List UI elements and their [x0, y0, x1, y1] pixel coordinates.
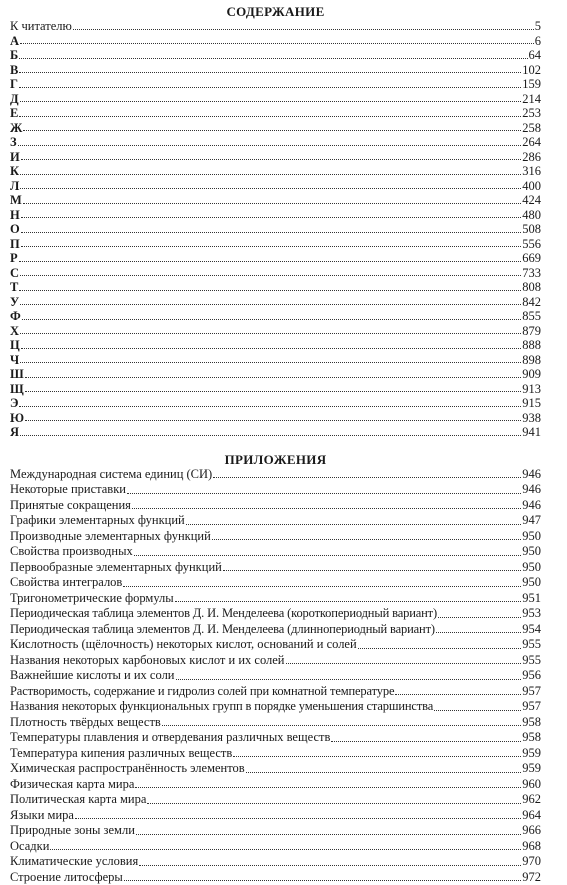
entry-page-number: 258: [522, 121, 541, 136]
dot-leader: [50, 849, 521, 850]
entry-title: К: [10, 164, 19, 179]
contents-entry[interactable]: [10, 121, 541, 136]
contents-entry[interactable]: [10, 179, 541, 194]
entry-title: В: [10, 63, 18, 78]
entry-page-number: 955: [522, 653, 541, 669]
appendix-entry[interactable]: [10, 808, 541, 824]
entry-title: З: [10, 135, 17, 150]
entry-page-number: 959: [522, 761, 541, 777]
entry-title: Г: [10, 77, 18, 92]
entry-page-number: 733: [522, 266, 541, 281]
entry-page-number: 958: [522, 715, 541, 731]
entry-page-number: 947: [522, 513, 541, 529]
entry-title: Б: [10, 48, 18, 63]
entry-page-number: 950: [522, 529, 541, 545]
entry-page-number: 951: [522, 591, 541, 607]
entry-page-number: 253: [522, 106, 541, 121]
appendix-entry[interactable]: [10, 761, 541, 777]
entry-title: Физическая карта мира: [10, 777, 134, 793]
contents-entry[interactable]: [10, 411, 541, 426]
dot-leader: [22, 319, 522, 320]
entry-page-number: 808: [522, 280, 541, 295]
entry-page-number: 946: [522, 467, 541, 483]
dot-leader: [434, 710, 521, 711]
appendix-entry[interactable]: [10, 792, 541, 808]
entry-page-number: 958: [522, 730, 541, 746]
appendix-entry[interactable]: [10, 513, 541, 529]
entry-title: Периодическая таблица элементов Д. И. Менделеева (длиннопериодный вариант): [10, 622, 435, 638]
contents-entry[interactable]: [10, 92, 541, 107]
appendix-entry[interactable]: [10, 746, 541, 762]
dot-leader: [175, 601, 522, 602]
dot-leader: [21, 246, 522, 247]
entry-title: Ч: [10, 353, 19, 368]
contents-entry[interactable]: [10, 295, 541, 310]
entry-page-number: 938: [522, 411, 541, 426]
appendices-heading: ПРИЛОЖЕНИЯ: [10, 453, 541, 467]
entry-page-number: 400: [522, 179, 541, 194]
contents-entry[interactable]: [10, 280, 541, 295]
dot-leader: [20, 333, 521, 334]
dot-leader: [19, 116, 521, 117]
entry-page-number: 102: [522, 63, 541, 78]
dot-leader: [212, 539, 521, 540]
contents-entry[interactable]: [10, 382, 541, 397]
dot-leader: [20, 174, 521, 175]
entry-title: Графики элементарных функций: [10, 513, 185, 529]
entry-page-number: 898: [522, 353, 541, 368]
entry-page-number: 915: [522, 396, 541, 411]
entry-page-number: 962: [522, 792, 541, 808]
entry-title: Свойства производных: [10, 544, 133, 560]
entry-page-number: 957: [522, 684, 541, 700]
dot-leader: [132, 508, 521, 509]
entry-title: Ж: [10, 121, 22, 136]
entry-title: П: [10, 237, 20, 252]
entry-page-number: 556: [522, 237, 541, 252]
entry-page-number: 959: [522, 746, 541, 762]
entry-title: Принятые сокращения: [10, 498, 131, 514]
entry-page-number: 6: [535, 34, 541, 49]
entry-title: Производные элементарных функций: [10, 529, 211, 545]
appendix-entry[interactable]: [10, 653, 541, 669]
dot-leader: [135, 787, 521, 788]
dot-leader: [21, 232, 522, 233]
entry-page-number: 424: [522, 193, 541, 208]
dot-leader: [223, 570, 521, 571]
dot-leader: [127, 493, 521, 494]
dot-leader: [21, 217, 522, 218]
dot-leader: [25, 420, 521, 421]
appendix-entry[interactable]: [10, 684, 541, 700]
appendix-entry[interactable]: [10, 560, 541, 576]
appendix-entry[interactable]: [10, 870, 541, 885]
dot-leader: [358, 648, 522, 649]
contents-entry[interactable]: [10, 164, 541, 179]
entry-title: Химическая распространённость элементов: [10, 761, 245, 777]
dot-leader: [20, 435, 521, 436]
entry-title: А: [10, 34, 19, 49]
entry-page-number: 669: [522, 251, 541, 266]
dot-leader: [20, 275, 521, 276]
entry-page-number: 964: [522, 808, 541, 824]
entry-title: Природные зоны земли: [10, 823, 135, 839]
contents-entry[interactable]: [10, 19, 541, 34]
contents-entry[interactable]: [10, 353, 541, 368]
dot-leader: [213, 477, 521, 478]
contents-entry[interactable]: [10, 309, 541, 324]
entry-page-number: 913: [522, 382, 541, 397]
dot-leader: [20, 304, 521, 305]
entry-page-number: 950: [522, 560, 541, 576]
dot-leader: [25, 377, 522, 378]
entry-page-number: 214: [522, 92, 541, 107]
contents-entry[interactable]: [10, 324, 541, 339]
entry-page-number: 954: [522, 622, 541, 638]
entry-title: Ф: [10, 309, 21, 324]
contents-entry[interactable]: [10, 338, 541, 353]
dot-leader: [186, 524, 522, 525]
entry-title: Э: [10, 396, 18, 411]
contents-entry[interactable]: [10, 222, 541, 237]
contents-entry[interactable]: [10, 396, 541, 411]
dot-leader: [23, 130, 521, 131]
entry-title: Я: [10, 425, 19, 440]
entry-page-number: 159: [522, 77, 541, 92]
contents-entry[interactable]: [10, 135, 541, 150]
entry-title: Л: [10, 179, 19, 194]
dot-leader: [19, 406, 521, 407]
appendix-entry[interactable]: [10, 606, 541, 622]
appendix-entry[interactable]: [10, 777, 541, 793]
entry-title: Периодическая таблица элементов Д. И. Менделеева (короткопериодный вариант): [10, 606, 437, 622]
entry-title: Ц: [10, 338, 20, 353]
contents-entry[interactable]: [10, 425, 541, 440]
appendix-entry[interactable]: [10, 668, 541, 684]
appendix-entry[interactable]: [10, 715, 541, 731]
appendix-entry[interactable]: [10, 622, 541, 638]
entry-title: Х: [10, 324, 19, 339]
entry-page-number: 264: [522, 135, 541, 150]
entry-title: Плотность твёрдых веществ: [10, 715, 161, 731]
appendix-entry[interactable]: [10, 591, 541, 607]
entry-page-number: 64: [529, 48, 542, 63]
dot-leader: [20, 43, 534, 44]
dot-leader: [124, 880, 521, 881]
entry-page-number: 286: [522, 150, 541, 165]
contents-entry[interactable]: [10, 237, 541, 252]
entry-title: Ю: [10, 411, 24, 426]
entry-title: Растворимость, содержание и гидролиз солей при комнатной температуре: [10, 684, 394, 700]
dot-leader: [286, 663, 522, 664]
entry-title: О: [10, 222, 20, 237]
entry-title: Тригонометрические формулы: [10, 591, 174, 607]
dot-leader: [23, 203, 521, 204]
dot-leader: [436, 632, 521, 633]
appendix-entry[interactable]: [10, 467, 541, 483]
appendix-entry[interactable]: [10, 854, 541, 870]
entry-title: Е: [10, 106, 18, 121]
appendix-entry[interactable]: [10, 823, 541, 839]
entry-page-number: 960: [522, 777, 541, 793]
appendix-entry[interactable]: [10, 637, 541, 653]
entry-title: Температуры плавления и отвердевания различных веществ: [10, 730, 330, 746]
entry-page-number: 888: [522, 338, 541, 353]
dot-leader: [19, 72, 521, 73]
dot-leader: [20, 188, 521, 189]
dot-leader: [395, 694, 521, 695]
contents-entry[interactable]: [10, 208, 541, 223]
entry-page-number: 950: [522, 575, 541, 591]
entry-title: Международная система единиц (СИ): [10, 467, 212, 483]
contents-entry[interactable]: [10, 367, 541, 382]
entry-title: Названия некоторых карбоновых кислот и их солей: [10, 653, 285, 669]
entry-title: Д: [10, 92, 19, 107]
entry-title: Т: [10, 280, 18, 295]
dot-leader: [123, 586, 521, 587]
dot-leader: [18, 145, 522, 146]
contents-entry[interactable]: [10, 63, 541, 78]
entry-title: Н: [10, 208, 20, 223]
dot-leader: [19, 290, 521, 291]
entry-title: И: [10, 150, 20, 165]
entry-title: Строение литосферы: [10, 870, 123, 885]
dot-leader: [246, 772, 522, 773]
entry-page-number: 909: [522, 367, 541, 382]
dot-leader: [25, 391, 522, 392]
contents-heading: СОДЕРЖАНИЕ: [10, 0, 541, 19]
dot-leader: [176, 679, 522, 680]
dot-leader: [19, 261, 522, 262]
entry-page-number: 879: [522, 324, 541, 339]
entry-title: Названия некоторых функциональных групп в порядке уменьшения старшинства: [10, 699, 433, 715]
entry-title: Политическая карта мира: [10, 792, 146, 808]
dot-leader: [20, 362, 521, 363]
entry-title: У: [10, 295, 19, 310]
appendix-entry[interactable]: [10, 529, 541, 545]
entry-page-number: 508: [522, 222, 541, 237]
entry-page-number: 950: [522, 544, 541, 560]
appendix-entry[interactable]: [10, 544, 541, 560]
entry-title: Р: [10, 251, 18, 266]
entry-page-number: 842: [522, 295, 541, 310]
appendices-list: [10, 467, 541, 885]
contents-entry[interactable]: [10, 48, 541, 63]
contents-list: [10, 19, 541, 440]
contents-entry[interactable]: [10, 77, 541, 92]
entry-title: Климатические условия: [10, 854, 138, 870]
entry-title: Осадки: [10, 839, 49, 855]
appendix-entry[interactable]: [10, 575, 541, 591]
entry-page-number: 946: [522, 482, 541, 498]
entry-title: М: [10, 193, 22, 208]
entry-title: Некоторые приставки: [10, 482, 126, 498]
entry-page-number: 316: [522, 164, 541, 179]
dot-leader: [233, 756, 521, 757]
entry-title: К читателю: [10, 19, 72, 34]
entry-page-number: 957: [522, 699, 541, 715]
entry-title: Ш: [10, 367, 24, 382]
entry-title: Первообразные элементарных функций: [10, 560, 222, 576]
entry-title: Щ: [10, 382, 24, 397]
contents-entry[interactable]: [10, 106, 541, 121]
dot-leader: [331, 741, 521, 742]
dot-leader: [21, 159, 522, 160]
contents-entry[interactable]: [10, 34, 541, 49]
entry-title: Важнейшие кислоты и их соли: [10, 668, 175, 684]
dot-leader: [134, 555, 522, 556]
dot-leader: [136, 834, 521, 835]
contents-entry[interactable]: [10, 150, 541, 165]
dot-leader: [139, 865, 521, 866]
contents-entry[interactable]: [10, 251, 541, 266]
entry-page-number: 970: [522, 854, 541, 870]
appendix-entry[interactable]: [10, 498, 541, 514]
entry-page-number: 480: [522, 208, 541, 223]
appendix-entry[interactable]: [10, 839, 541, 855]
dot-leader: [19, 58, 527, 59]
appendix-entry[interactable]: [10, 730, 541, 746]
entry-page-number: 855: [522, 309, 541, 324]
contents-entry[interactable]: [10, 266, 541, 281]
contents-entry[interactable]: [10, 193, 541, 208]
dot-leader: [438, 617, 521, 618]
entry-title: Кислотность (щёлочность) некоторых кислот, оснований и солей: [10, 637, 357, 653]
entry-page-number: 968: [522, 839, 541, 855]
entry-page-number: 953: [522, 606, 541, 622]
entry-title: Температура кипения различных веществ: [10, 746, 232, 762]
entry-title: Языки мира: [10, 808, 74, 824]
entry-page-number: 955: [522, 637, 541, 653]
appendix-entry[interactable]: [10, 699, 541, 715]
dot-leader: [147, 803, 521, 804]
dot-leader: [20, 101, 522, 102]
dot-leader: [162, 725, 521, 726]
entry-title: Свойства интегралов: [10, 575, 122, 591]
entry-page-number: 972: [522, 870, 541, 885]
dot-leader: [21, 348, 522, 349]
dot-leader: [19, 87, 521, 88]
entry-page-number: 5: [535, 19, 541, 34]
appendix-entry[interactable]: [10, 482, 541, 498]
dot-leader: [75, 818, 521, 819]
entry-page-number: 956: [522, 668, 541, 684]
entry-page-number: 941: [522, 425, 541, 440]
entry-title: С: [10, 266, 19, 281]
dot-leader: [73, 29, 534, 30]
entry-page-number: 946: [522, 498, 541, 514]
entry-page-number: 966: [522, 823, 541, 839]
